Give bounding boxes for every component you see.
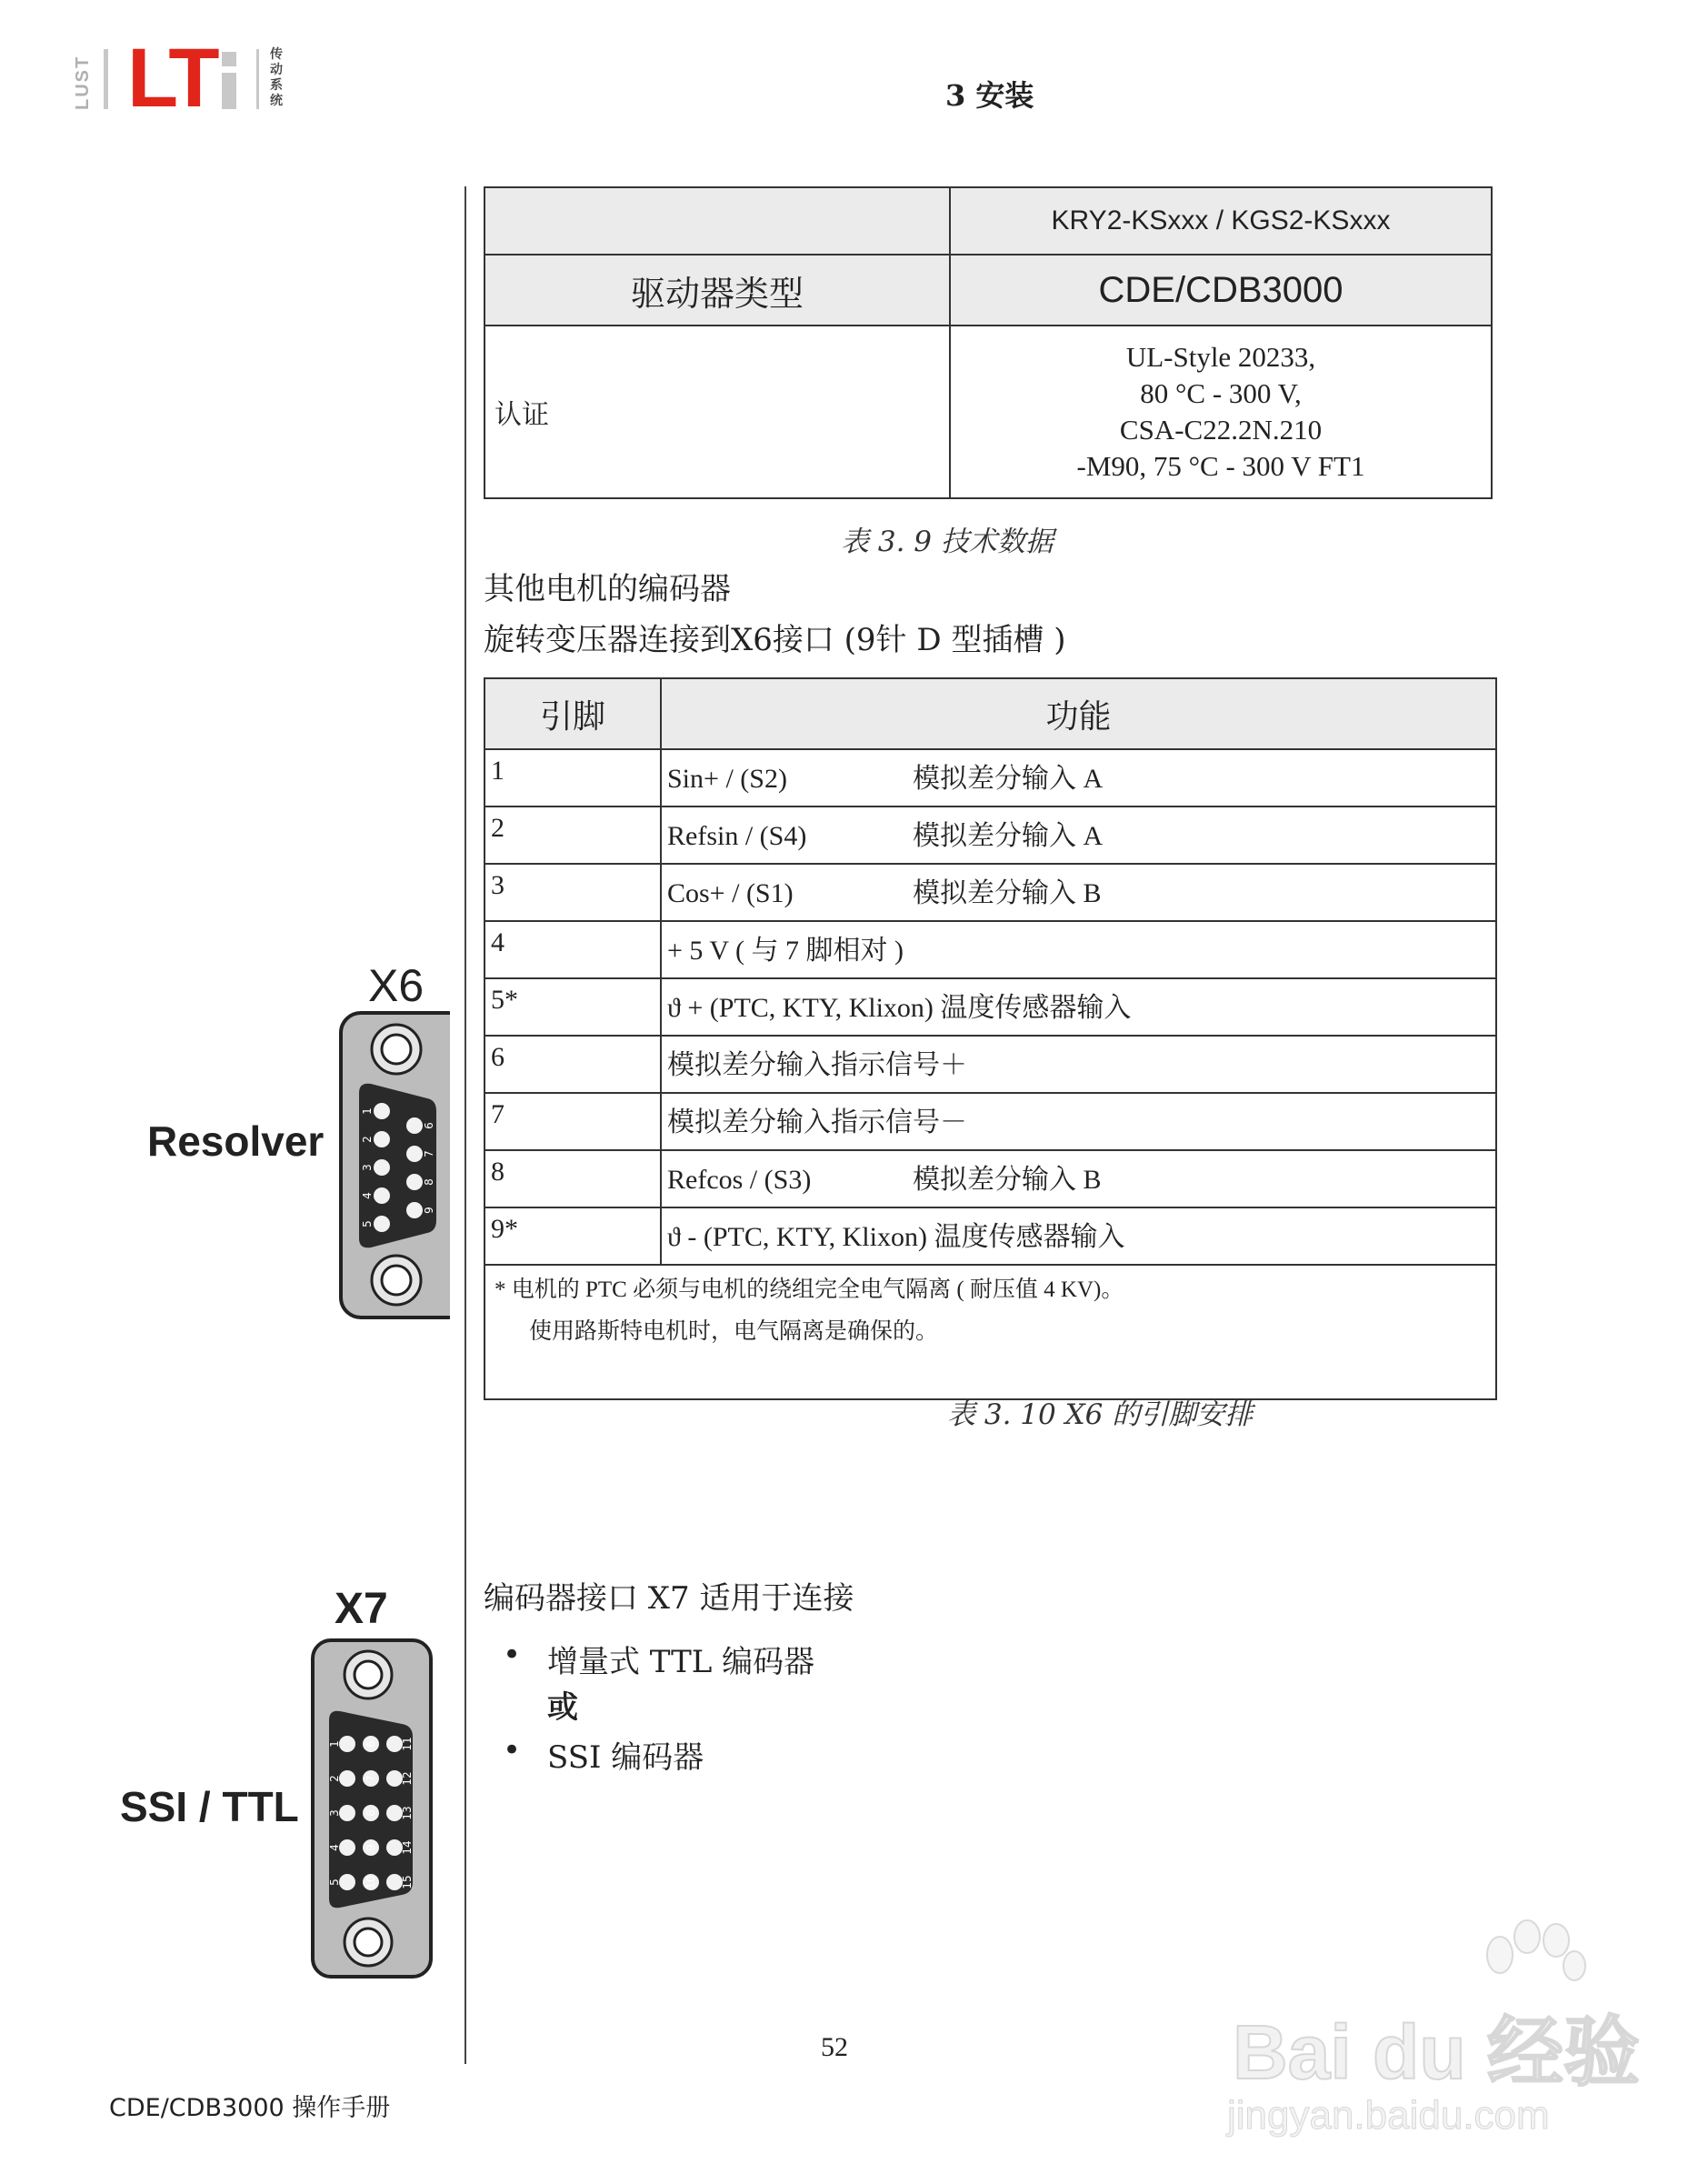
pin-signal: Refsin / (S4) — [667, 821, 807, 851]
pin-hole — [339, 1736, 355, 1752]
table-row — [484, 978, 1496, 1036]
logo-lust-text: LUST — [73, 55, 93, 110]
pin-hole — [374, 1103, 390, 1119]
pin-label: 12 — [401, 1771, 414, 1786]
chapter-heading: 3 安装 — [945, 78, 1034, 113]
pin-label: 7 — [423, 1150, 435, 1157]
pin-label: 2 — [328, 1775, 341, 1782]
pin-label: 1 — [328, 1740, 341, 1748]
footer-manual-title: CDE/CDB3000 操作手册 — [109, 2094, 391, 2122]
watermark-brand: Bai du 经验 — [1233, 2009, 1641, 2095]
table-row — [484, 806, 1496, 864]
pin-number: 4 — [484, 921, 661, 978]
pin-label: 10 — [365, 1875, 377, 1889]
tech-drive-value: CDE/CDB3000 — [950, 255, 1492, 326]
x7-connector-icon — [309, 1637, 436, 1982]
pin-label: 8 — [365, 1809, 377, 1817]
pin-hole — [339, 1874, 355, 1890]
pin-label: 11 — [401, 1737, 414, 1751]
table-row — [484, 1093, 1496, 1150]
cert-line: CSA-C22.2N.210 — [1119, 414, 1323, 446]
pin-label: 13 — [401, 1806, 414, 1820]
x6-connector-title: X6 — [368, 960, 425, 1011]
function-header: 功能 — [661, 678, 1496, 749]
pin-number: 6 — [484, 1036, 661, 1093]
pin-label: 6 — [365, 1740, 377, 1748]
pin-signal: Refcos / (S3) — [667, 1165, 812, 1195]
pin-label: 5 — [328, 1878, 341, 1886]
cert-line: -M90, 75 °C - 300 V FT1 — [1076, 450, 1365, 482]
pin-function-text: 模拟差分输入 B — [913, 1165, 1102, 1195]
pin-function — [661, 978, 1496, 1036]
or-text: 或 — [547, 1689, 578, 1726]
table-caption-3-10: 表 3. 10 X6 的引脚安排 — [947, 1398, 1254, 1431]
pin-function-text: 模拟差分输入 B — [913, 878, 1102, 908]
bullet-ttl-encoder: 增量式 TTL 编码器 — [547, 1644, 815, 1680]
pin-hole — [406, 1117, 423, 1134]
pin-signal: Cos+ / (S1) — [667, 878, 794, 908]
pin-assignment-table — [484, 677, 1497, 1400]
cert-line: UL-Style 20233, — [1125, 341, 1316, 373]
logo-subtitle: 传动系统 — [270, 47, 283, 108]
pin-function — [661, 1207, 1496, 1265]
margin-rule — [464, 186, 466, 2064]
pin-label: 6 — [423, 1122, 435, 1129]
pin-function — [661, 806, 1496, 864]
pin-hole — [406, 1174, 423, 1190]
pin-hole — [374, 1187, 390, 1204]
pin-number: 5* — [484, 978, 661, 1036]
pin-signal: Sin+ / (S2) — [667, 764, 787, 794]
pin-label: 1 — [361, 1107, 374, 1115]
table-row — [484, 1036, 1496, 1093]
pin-signal: + 5 V ( 与 7 脚相对 ) — [667, 936, 904, 966]
x7-connector-name: SSI / TTL — [120, 1783, 299, 1830]
watermark-url: jingyan.baidu.com — [1227, 2093, 1550, 2138]
pin-function-text: 模拟差分输入 A — [913, 821, 1104, 851]
logo-i-dot — [222, 52, 236, 66]
pin-signal: ϑ + (PTC, KTY, Klixon) 温度传感器输入 — [667, 993, 1132, 1023]
pin-label: 7 — [365, 1775, 377, 1782]
pin-hole — [374, 1216, 390, 1232]
resolver-description: 旋转变压器连接到X6接口 (9针 D 型插槽 ) — [484, 622, 1066, 658]
pin-hole — [339, 1770, 355, 1787]
pin-number: 3 — [484, 864, 661, 921]
pin-function — [661, 921, 1496, 978]
pin-hole — [339, 1839, 355, 1856]
pin-hole — [374, 1131, 390, 1147]
logo-divider-2 — [256, 49, 259, 109]
pin-hole — [406, 1146, 423, 1162]
pin-label: 9 — [423, 1207, 435, 1214]
pin-number: 1 — [484, 749, 661, 806]
bullet-icon: • — [503, 1637, 522, 1673]
technical-data-table — [484, 186, 1493, 499]
bullet-ssi-encoder: SSI 编码器 — [547, 1739, 704, 1776]
baidu-watermark — [1200, 1919, 1673, 2141]
pin-header: 引脚 — [484, 678, 661, 749]
pin-hole — [406, 1202, 423, 1218]
x6-connector-name: Resolver — [147, 1117, 325, 1165]
pin-function-text: 模拟差分输入 A — [913, 764, 1104, 794]
pin-label: 3 — [328, 1809, 341, 1817]
pin-function — [661, 864, 1496, 921]
logo-lti: LT — [127, 32, 216, 125]
footnote-line: 使用路斯特电机时，电气隔离是确保的。 — [529, 1319, 939, 1344]
table-caption-3-9: 表 3. 9 技术数据 — [841, 526, 1054, 558]
pin-label: 5 — [361, 1220, 374, 1227]
pin-hole — [339, 1805, 355, 1821]
tech-drive-label: 驱动器类型 — [484, 255, 950, 326]
pin-number: 9* — [484, 1207, 661, 1265]
tech-cert-label: 认证 — [484, 326, 950, 498]
x6-connector-icon — [336, 1009, 450, 1323]
pin-label: 9 — [365, 1844, 377, 1851]
pin-label: 4 — [361, 1192, 374, 1199]
table-row — [484, 1150, 1496, 1207]
x7-intro-text: 编码器接口 X7 适用于连接 — [484, 1580, 854, 1617]
pin-signal: ϑ - (PTC, KTY, Klixon) 温度传感器输入 — [667, 1222, 1125, 1252]
pin-label: 4 — [328, 1844, 341, 1851]
pin-function — [661, 1093, 1496, 1150]
tech-header-model: KRY2-KSxxx / KGS2-KSxxx — [950, 187, 1492, 255]
pin-number: 7 — [484, 1093, 661, 1150]
table-row — [484, 921, 1496, 978]
cert-line: 80 °C - 300 V, — [1140, 377, 1302, 409]
bullet-icon: • — [503, 1732, 522, 1768]
pin-label: 2 — [361, 1136, 374, 1143]
pin-number: 2 — [484, 806, 661, 864]
pin-signal: 模拟差分输入指示信号＋ — [667, 1050, 967, 1080]
footnote-line: * 电机的 PTC 必须与电机的绕组完全电气隔离 ( 耐压值 4 KV)。 — [494, 1277, 1124, 1302]
table-row — [484, 749, 1496, 806]
pin-label: 14 — [401, 1840, 414, 1855]
pin-function — [661, 749, 1496, 806]
pin-label: 15 — [401, 1875, 414, 1889]
pin-function — [661, 1150, 1496, 1207]
table-row — [484, 864, 1496, 921]
logo-divider — [104, 49, 108, 109]
logo-i-stem — [222, 73, 236, 109]
tech-cert-value — [950, 326, 1492, 498]
pin-number: 8 — [484, 1150, 661, 1207]
pin-label: 8 — [423, 1178, 435, 1186]
page-number: 52 — [821, 2032, 848, 2062]
x7-connector-title: X7 — [335, 1585, 388, 1633]
pin-hole — [374, 1159, 390, 1176]
table-row — [484, 1207, 1496, 1265]
pin-function — [661, 1036, 1496, 1093]
section-title-other-encoders: 其他电机的编码器 — [484, 571, 731, 607]
tech-header-empty — [484, 187, 950, 255]
pin-signal: 模拟差分输入指示信号－ — [667, 1107, 967, 1137]
table-footnote — [484, 1265, 1496, 1399]
pin-label: 3 — [361, 1164, 374, 1171]
